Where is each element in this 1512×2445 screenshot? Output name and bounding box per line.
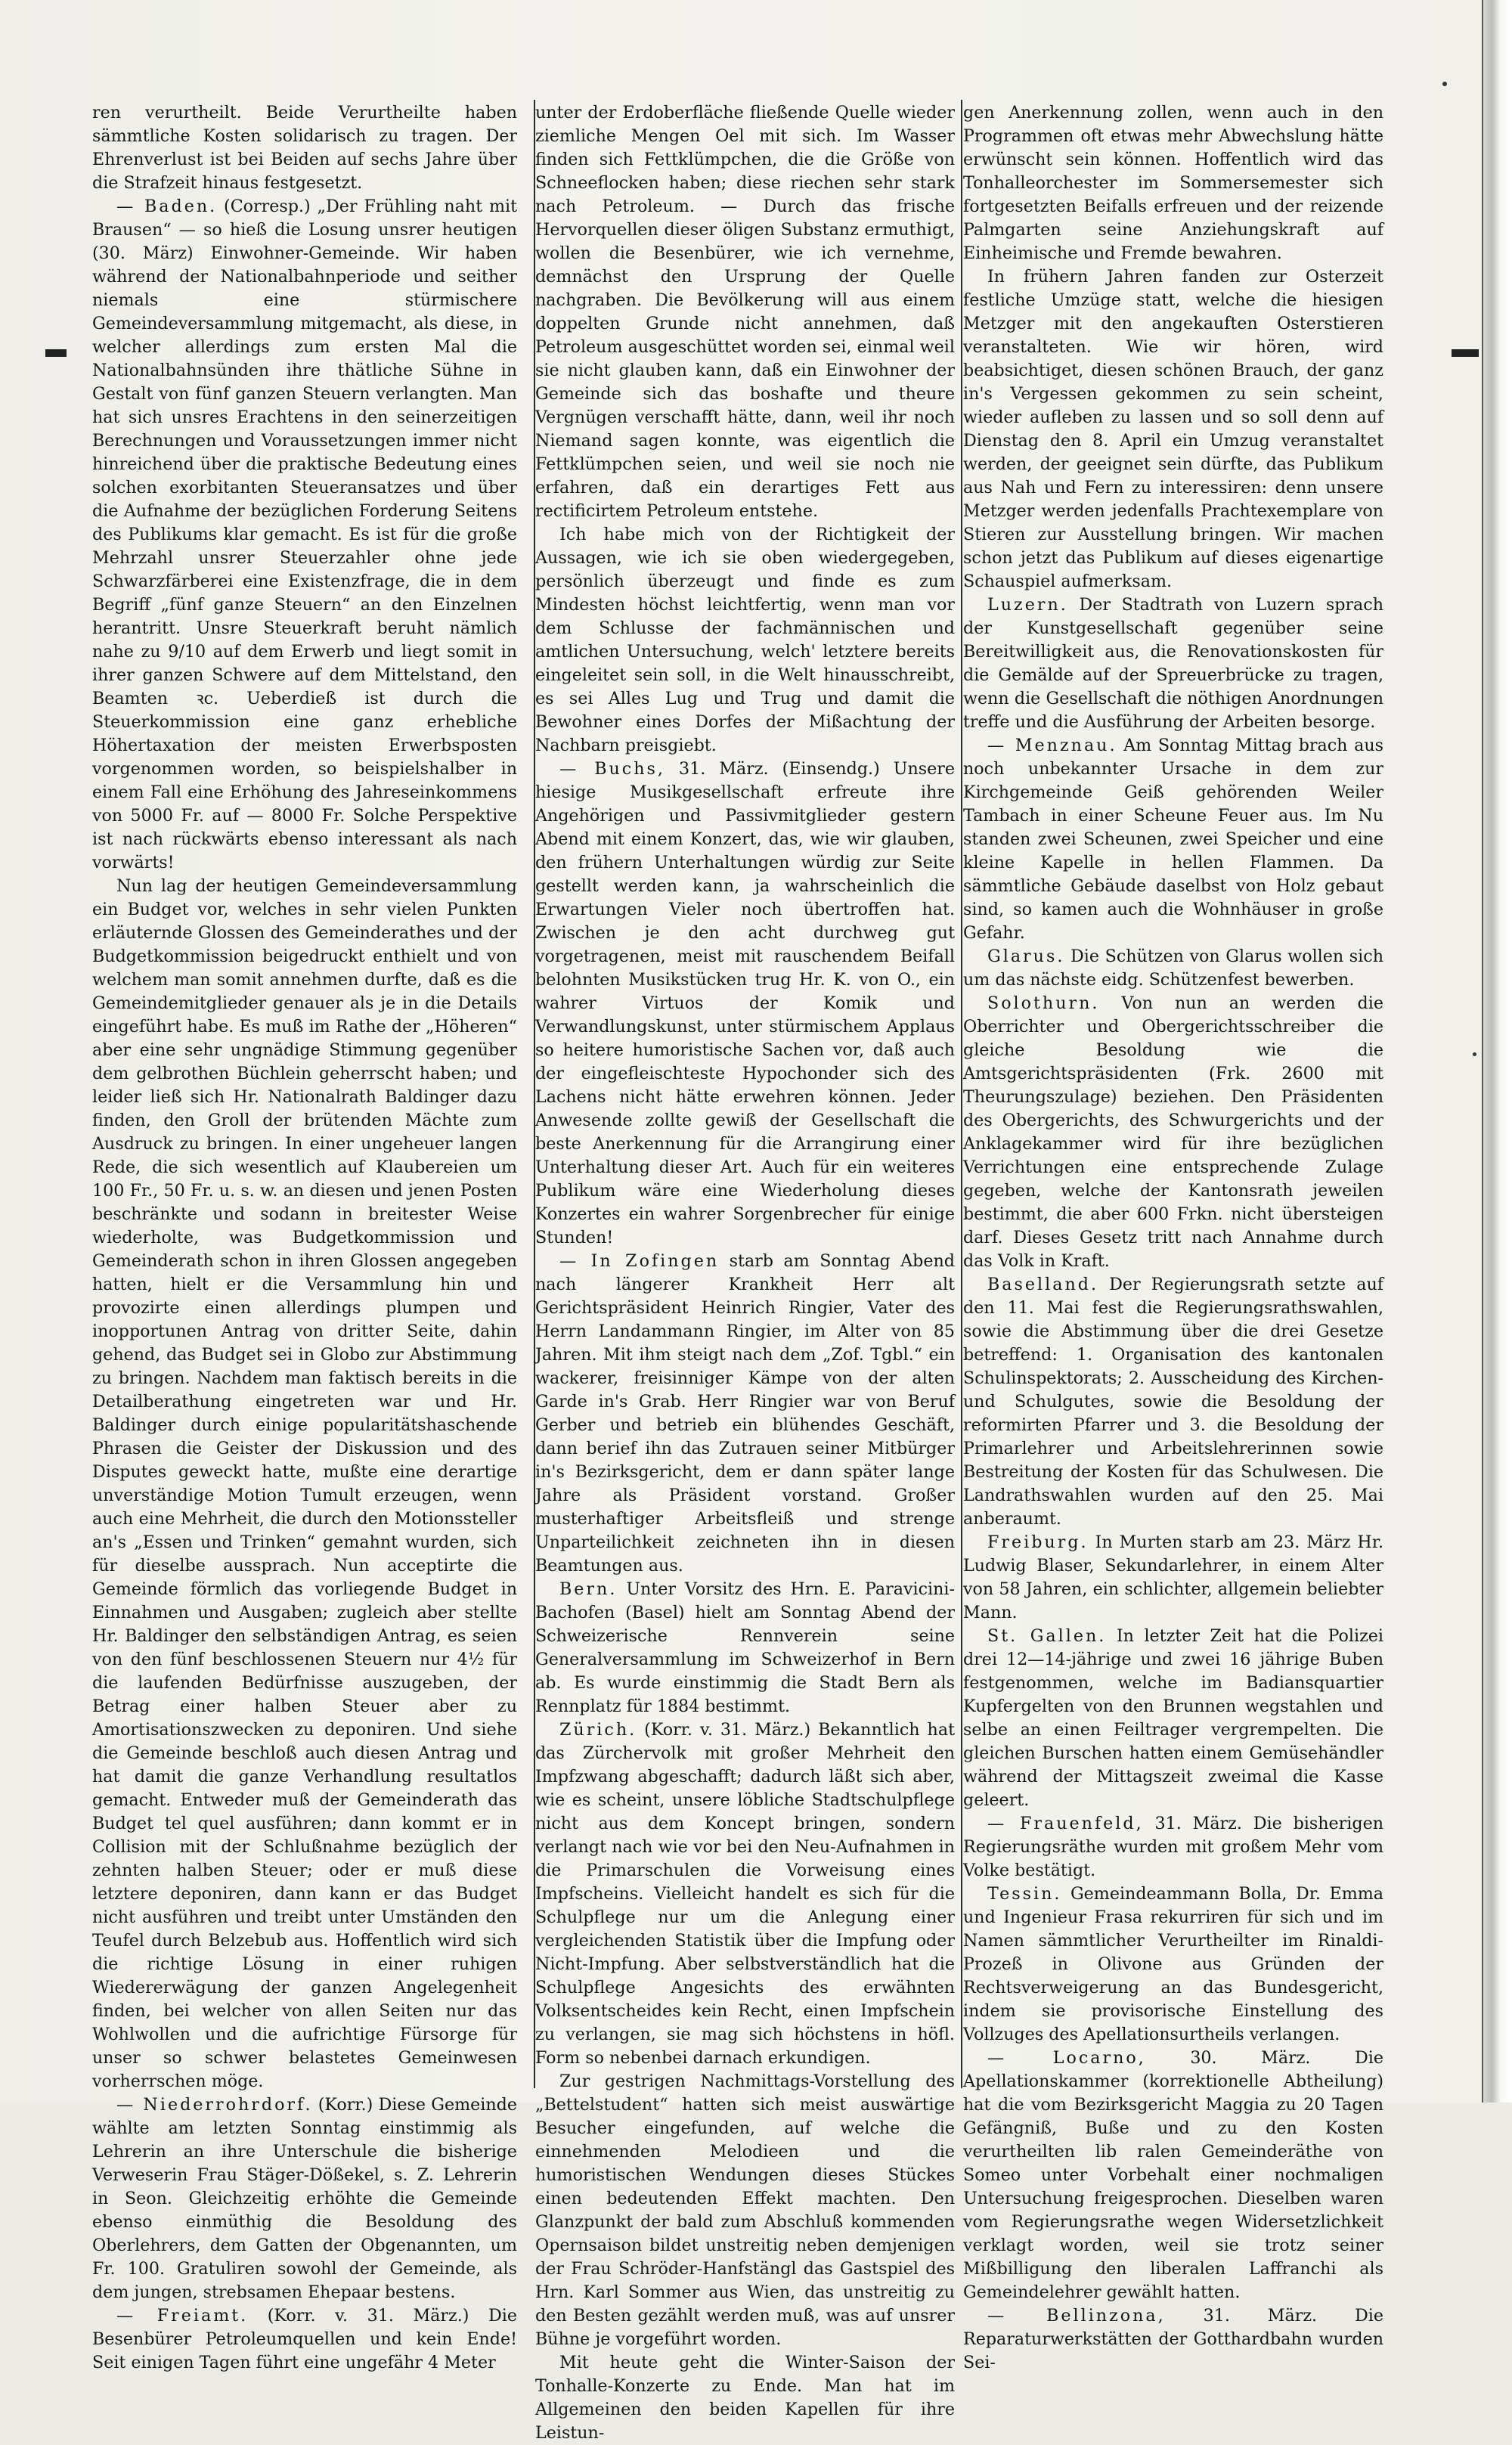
article-paragraph [963, 945, 1383, 992]
article-paragraph [963, 1883, 1383, 2047]
article-dateline: — Niederrohrdorf. [116, 2095, 313, 2115]
article-paragraph [963, 2047, 1383, 2304]
article-paragraph [535, 758, 955, 1250]
article-dateline: Glarus. [987, 947, 1065, 966]
article-text: 31. März. (Einsendg.) Unsere hiesige Musikgesellschaft erfreute ihre Angehörigen und Passivmitglieder gestern Abend mit einem Konzert, das, wie wir glauben, den frühern Unterhaltungen würdig zur Seite gestellt werden kann, ja wahrscheinlich die Erwartungen Vieler noch übertroffen hat. Zwischen je den acht durchweg gut vorgetragenen, meist mit rauschendem Beifall belohnten Musikstücken trug Hr. K. von O., ein wahrer Virtuos der Komik und Verwandlungskunst, unter stürmischem Applaus so heitere humoristische Sachen vor, daß auch der eingefleischteste Hypochonder sich des Lachens nicht hätte erwehren können. Jeder Anwesende zollte gewiß der Gesellschaft die beste Anerkennung für die Arrangirung einer Unterhaltung dieser Art. Auch für ein weiteres Publikum wäre eine Wiederholung dieses Konzertes ein wahrer Sorgenbrecher für einige Stunden! [535, 759, 955, 1247]
article-dateline: Bern. [559, 1579, 618, 1599]
article-text: In frühern Jahren fanden zur Osterzeit festliche Umzüge statt, welche die hiesigen Metzger mit den angekauften Osterstieren veranstalteten. Wie wir hören, wird beabsichtiget, diesen schönen Brauch, der ganz in's Vergessen gekommen zu sein scheint, wieder aufleben zu lassen und so soll denn auf Dienstag den 8. April ein Umzug veranstaltet werden, der geeignet sein dürfte, das Publikum aus Nah und Fern zu interessiren: denn unsere Metzger werden jedenfalls Prachtexemplare von Stieren zur Ausstellung bringen. Wir machen schon jetzt das Publikum auf dieses eigenartige Schauspiel aufmerksam. [963, 267, 1383, 591]
article-dateline: Baselland. [987, 1275, 1099, 1294]
article-text: Der Regierungsrath setzte auf den 11. Mai fest die Regierungsrathswahlen, sowie die Abstimmung über die drei Gesetze betreffend: 1. Organisation des kantonalen Schulinspektorats; 2. Ausscheidung des Kirchen- und Schulgutes, sowie die Besoldung der reformirten Pfarrer und 3. die Besoldung der Primarlehrer und Arbeitslehrerinnen sowie Bestreitung der Kosten für das Schulwesen. Die Landrathswahlen wurden auf den 25. Mai anberaumt. [963, 1275, 1383, 1529]
article-text: (Korr. v. 31. März.) Bekanntlich hat das Zürchervolk mit großer Mehrheit den Impfzwang abgeschafft; dadurch läßt sich aber, wie es scheint, unsere löbliche Stadtschulpflege nicht aus dem Koncept bringen, sondern verlangt nach wie vor bei den Neu-Aufnahmen in die Primarschulen die Vorweisung eines Impfscheins. Vielleicht handelt es sich für die Schulpflege nur um die Anlegung einer vergleichenden Statistik über die Impfung oder Nicht-Impfung. Aber selbstverständlich hat die Schulpflege Angesichts des erwähnten Volksentscheides kein Recht, einen Impfschein zu verlangen, sie mag sich höchstens in höfl. Form so nebenbei darnach erkundigen. [535, 1720, 955, 2068]
article-dateline: — Freiamt. [116, 2306, 249, 2326]
article-text: (Korr.) Diese Gemeinde wählte am letzten Sonntag einstimmig als Lehrerin an ihre Unterschule die bisherige Verweserin Frau Stäger-Dößekel, s. Z. Lehrerin in Seon. Gleichzeitig erhöhte die Gemeinde ebenso einmüthig die Besoldung des Oberlehrers, dem Gatten der Obgenannten, um Fr. 100. Gratuliren sowohl der Gemeinde, als dem jungen, strebsamen Ehepaar bestens. [92, 2095, 517, 2302]
article-text: Zur gestrigen Nachmittags-Vorstellung des „Bettelstudent“ hatten sich meist auswärtige Besucher eingefunden, auf welche die einnehmenden Melodieen und die humoristischen Wendungen dieses Stückes einen bedeutenden Effekt machten. Den Glanzpunkt der bald zum Abschluß kommenden Opernsaison bildet unstreitig neben demjenigen der Frau Schröder-Hanfstängl das Gastspiel des Hrn. Karl Sommer aus Wien, das unstreitig zu den Besten gezählt werden muß, was auf unsrer Bühne je vorgeführt worden. [535, 2072, 955, 2349]
article-dateline: St. Gallen. [987, 1626, 1107, 1646]
article-dateline: Luzern. [987, 595, 1068, 615]
page-binding-edge [1482, 0, 1512, 2103]
article-paragraph [535, 2351, 955, 2445]
article-text: 31. März. Die bisherigen Regierungsräthe wurden mit großem Mehr vom Volke bestätigt. [963, 1814, 1383, 1880]
scan-margin-mark [45, 349, 67, 357]
article-text: Mit heute geht die Winter-Saison der Tonhalle-Konzerte zu Ende. Man hat im Allgemeinen den beiden Kapellen für ihre Leistun- [535, 2353, 955, 2443]
article-paragraph [535, 1250, 955, 1578]
article-text: Der Stadtrath von Luzern sprach der Kunstgesellschaft gegenüber seine Bereitwilligkeit aus, die Renovationskosten für die Gemälde auf der Spreuerbrücke zu tragen, wenn die Gesellschaft die nöthigen Anordnungen treffe und die Ausführung der Arbeiten besorge. [963, 595, 1383, 732]
article-paragraph [92, 2304, 517, 2375]
article-paragraph [535, 101, 955, 523]
article-dateline: Freiburg. [987, 1532, 1089, 1552]
article-paragraph [963, 1531, 1383, 1625]
article-text: Nun lag der heutigen Gemeindeversammlung ein Budget vor, welches in sehr vielen Punkten erläuternde Glossen des Gemeinderathes und der Budgetkommission beigedruckt enthielt und von welchem man somit annehmen durfte, daß es die Gemeindemitglieder genauer als je in die Details eingeführt habe. Es muß im Rathe der „Höheren“ aber eine sehr ungnädige Stimmung gegenüber dem gelbrothen Büchlein geherrscht haben; und leider ließ sich Hr. Nationalrath Baldinger dazu finden, den Groll der brütenden Mächte zum Ausdruck zu bringen. In einer ungeheuer langen Rede, die sich wesentlich auf Klaubereien um 100 Fr., 50 Fr. u. s. w. an diesen und jenen Posten beschränkte und sodann in breitester Weise wiederholte, was Budgetkommission und Gemeinderath schon in ihren Glossen angegeben hatten, hielt er die Versammlung hin und provozirte einen allerdings plumpen und inopportunen Antrag von dritter Seite, dahin gehend, das Budget sei in Globo zur Abstimmung zu bringen. Nachdem man faktisch bereits in die Detailberathung eingetreten war und Hr. Baldinger durch einige popularitätshaschende Phrasen die Geister der Diskussion und des Disputes geweckt hatte, mußte eine derartige unverständige Motion Tumult erzeugen, wenn auch eine Mehrheit, die durch den Motionssteller an's „Essen und Trinken“ gemahnt wurden, sich für dieselbe aussprach. Nun acceptirte die Gemeinde förmlich das vorliegende Budget in Einnahmen und Ausgaben; zugleich aber stellte Hr. Baldinger den selbständigen Antrag, es seien von den fünf beschlossenen Steuern nur 4½ für die laufenden Bedürfnisse auszugeben, der Betrag einer halben Steuer aber zu Amortisationszwecken zu deponiren. Und siehe die Gemeinde beschloß auch diesen Antrag und hat damit die ganze Verhandlung resultatlos gemacht. Entweder muß der Gemeinderath das Budget tel quel ausführen; dann kommt er in Collision mit der Schlußnahme bezüglich der zehnten halben Steuer; oder er muß diese letztere deponiren, dann kann er das Budget nicht ausführen und treibt unter Umständen den Teufel durch Belzebub aus. Hoffentlich wird sich die richtige Lösung in einer ruhigen Wiedererwägung der ganzen Angelegenheit finden, bei welcher von allen Seiten nur das Wohlwollen und die aufrichtige Fürsorge für unser so schwer belastetes Gemeinwesen vorherrschen möge. [92, 876, 517, 2091]
article-text: 30. März. Die Apellationskammer (korrektionelle Abtheilung) hat die vom Bezirksgericht Maggia zu 20 Tagen Gefängniß, Buße und zu den Kosten verurtheilten lib ralen Gemeinderäthe von Someo unter Vorbehalt einer nochmaligen Untersuchung freigesprochen. Dieselben waren vom Regierungsrathe wegen Widersetzlichkeit verklagt worden, weil sie trotz seiner Mißbilligung den liberalen Laffranchi als Gemeindelehrer gewählt hatten. [963, 2048, 1383, 2302]
article-text: Am Sonntag Mittag brach aus noch unbekannter Ursache in dem zur Kirchgemeinde Geiß gehörenden Weiler Tambach in einer Scheune Feuer aus. Im Nu standen zwei Scheunen, zwei Speicher und eine kleine Kapelle in hellen Flammen. Da sämmtliche Gebäude daselbst von Holz gebaut sind, so kamen auch die Wohnhäuser in große Gefahr. [963, 736, 1383, 943]
article-paragraph [963, 1273, 1383, 1531]
article-paragraph [963, 1625, 1383, 1812]
column-rule-right [961, 100, 962, 2088]
column-3 [963, 101, 1383, 2372]
article-paragraph [535, 523, 955, 758]
article-text: gen Anerkennung zollen, wenn auch in den Programmen oft etwas mehr Abwechslung hätte erwünscht sein können. Hoffentlich wird das Tonhalleorchester im Sommersemester sich fortgesetzten Beifalls erfreuen und der reizende Palmgarten seine Anziehungskraft auf Einheimische und Fremde bewahren. [963, 103, 1383, 263]
article-paragraph [963, 2304, 1383, 2375]
article-text: Unter Vorsitz des Hrn. E. Paravicini-Bachofen (Basel) hielt am Sonntag Abend der Schweizerische Rennverein seine Generalversammlung im Schweizerhof in Bern ab. Es wurde einstimmig die Stadt Bern als Rennplatz für 1884 bestimmt. [535, 1579, 955, 1716]
article-text: (Corresp.) „Der Frühling naht mit Brausen“ — so hieß die Losung unsrer heutigen (30. März) Einwohner-Gemeinde. Wir haben während der Nationalbahnperiode und seither niemals eine stürmischere Gemeindeversammlung mitgemacht, als diese, in welcher allerdings zum ersten Mal die Nationalbahnsünden ihre thätliche Sühne in Gestalt von fünf ganzen Steuern verlangten. Man hat sich unsres Erachtens in den seinerzeitigen Berechnungen und Voraussetzungen immer nicht hinreichend über die praktische Bedeutung eines solchen exorbitanten Steueransatzes und über die Aufnahme der bezüglichen Forderung Seitens des Publikums klar gemacht. Es ist für die große Mehrzahl unsrer Steuerzahler ohne jede Schwarzfärberei eine Existenzfrage, die in dem Begriff „fünf ganze Steuern“ an den Einzelnen herantritt. Unsre Steuerkraft beruht nämlich nahe zu 9/10 auf dem Erwerb und liegt somit in ihrer ganzen Schwere auf dem Mittelstand, den Beamten ꝛc. Ueberdieß ist durch die Steuerkommission eine ganz erhebliche Höhertaxation der meisten Erwerbsposten vorgenommen worden, so beispielshalber in einem Fall eine Erhöhung des Jahreseinkommens von 5000 Fr. auf — 8000 Fr. Solche Perspektive ist nach rückwärts ebenso interessant als nach vorwärts! [92, 197, 517, 872]
article-paragraph [535, 1578, 955, 1718]
article-paragraph [963, 734, 1383, 945]
article-paragraph [963, 593, 1383, 734]
article-paragraph [963, 1812, 1383, 1883]
scan-speck [1442, 82, 1447, 86]
article-dateline: — Menznau. [987, 736, 1117, 755]
article-paragraph [92, 875, 517, 2093]
article-dateline: — Locarno, [987, 2048, 1146, 2068]
article-text: Gemeindeammann Bolla, Dr. Emma und Ingenieur Frasa rekurriren für sich und im Namen sämmtlicher Verurtheilter im Rinaldi-Prozeß in Olivone aus Gründen der Rechtsverweigerung an das Bundesgericht, indem sie provisorische Einstellung des Vollzuges des Apellationsurtheils verlangen. [963, 1884, 1383, 2044]
column-2 [535, 101, 956, 2443]
article-text: 31. März. Die Reparaturwerkstätten der Gotthardbahn wurden Sei- [963, 2306, 1383, 2372]
article-dateline: Tessin. [987, 1884, 1062, 1904]
scan-margin-mark [1452, 349, 1479, 357]
article-dateline: Zürich. [559, 1720, 637, 1740]
article-paragraph [535, 2070, 955, 2351]
article-dateline: — Buchs, [559, 759, 665, 779]
article-text: ren verurtheilt. Beide Verurtheilte haben sämmtliche Kosten solidarisch zu tragen. Der Ehrenverlust ist bei Beiden auf sechs Jahre über die Strafzeit hinaus festgesetzt. [92, 103, 517, 193]
scan-speck [1473, 1052, 1476, 1056]
article-text: Von nun an werden die Oberrichter und Obergerichtsschreiber die gleiche Besoldung wie die Amtsgerichtspräsidenten (Frk. 2600 mit Theurungszulage) beziehen. Den Präsidenten des Obergerichts, des Schwurgerichts und der Anklagekammer wird für ihre bezüglichen Verrichtungen eine entsprechende Zulage gegeben, welche der Kantonsrath jeweilen bestimmt, die aber 600 Frkn. nicht übersteigen darf. Dieses Gesetz tritt nach Annahme durch das Volk in Kraft. [963, 993, 1383, 1271]
article-dateline: — Baden. [116, 197, 218, 216]
article-text: In letzter Zeit hat die Polizei drei 12—14-jährige und zwei 16 jährige Buben festgenommen, welche im Badiansquartier Kupfergelten von den Brunnen wegstahlen und selbe an einen Feiltrager vergrempelten. Die gleichen Burschen hatten einem Gemüsehändler während der Mittagszeit zweimal die Kasse geleert. [963, 1626, 1383, 1810]
article-text: Die Schützen von Glarus wollen sich um das nächste eidg. Schützenfest bewerben. [963, 947, 1383, 990]
article-text: Ich habe mich von der Richtigkeit der Aussagen, wie ich sie oben wiedergegeben, persönlich überzeugt und finde es zum Mindesten höchst leichtfertig, wenn man vor dem Schlusse der fachmännischen und amtlichen Untersuchung, welch' letztere bereits eingeleitet sein soll, in die Welt hinausschreibt, es sei Alles Lug und Trug und damit die Bewohner eines Dorfes der Mißachtung der Nachbarn preisgiebt. [535, 525, 955, 755]
article-paragraph [963, 265, 1383, 593]
article-paragraph [92, 101, 517, 195]
article-dateline: — In Zofingen [559, 1251, 720, 1271]
column-1 [92, 101, 517, 2372]
article-paragraph [963, 101, 1383, 265]
article-text: In Murten starb am 23. März Hr. Ludwig Blaser, Sekundarlehrer, in einem Alter von 58 Jahren, ein schlichter, allgemein beliebter Mann. [963, 1532, 1383, 1622]
article-text: (Korr. v. 31. März.) Die Besenbürer Petroleumquellen und kein Ende! Seit einigen Tagen führt eine ungefähr 4 Meter [92, 2306, 517, 2372]
article-paragraph [535, 1718, 955, 2070]
article-text: starb am Sonntag Abend nach längerer Krankheit Herr alt Gerichtspräsident Heinrich Ringier, Vater des Herrn Landammann Ringier, im Alter von 85 Jahren. Mit ihm steigt nach dem „Zof. Tgbl.“ ein wackerer, freisinniger Kämpe von der alten Garde in's Grab. Herr Ringier war von Beruf Gerber und betrieb ein blühendes Geschäft, dann berief ihn das Zutrauen seiner Mitbürger in's Bezirksgericht, dem er dann später lange Jahre als Präsident vorstand. Großer musterhaftiger Arbeitsfleiß und strenge Unparteilichkeit zeichneten ihn in diesen Beamtungen aus. [535, 1251, 956, 1576]
article-dateline: — Bellinzona, [987, 2306, 1166, 2326]
article-dateline: Solothurn. [987, 993, 1100, 1013]
article-dateline: — Frauenfeld, [987, 1814, 1144, 1833]
article-text: unter der Erdoberfläche fließende Quelle wieder ziemliche Mengen Oel mit sich. Im Wasser finden sich Fettklümpchen, die die Größe von Schneeflocken haben; diese riechen sehr stark nach Petroleum. — Durch das frische Hervorquellen dieser öligen Substanz ermuthigt, wollen die Besenbürer, wie ich vernehme, demnächst den Ursprung der Quelle nachgraben. Die Bevölkerung will aus einem doppelten Grunde nicht annehmen, daß Petroleum ausgeschüttet worden sei, einmal weil sie nicht glauben kann, daß ein Einwohner der Gemeinde sich das boshafte und theure Vergnügen verschafft hätte, dann, weil ihr noch Niemand sagen konnte, was eigentlich die Fettklümpchen seien, und weil sie noch nie erfahren, daß ein derartiges Fett aus rectificirtem Petroleum entstehe. [535, 103, 955, 521]
article-paragraph [92, 2093, 517, 2304]
article-paragraph [92, 195, 517, 875]
article-paragraph [963, 992, 1383, 1273]
